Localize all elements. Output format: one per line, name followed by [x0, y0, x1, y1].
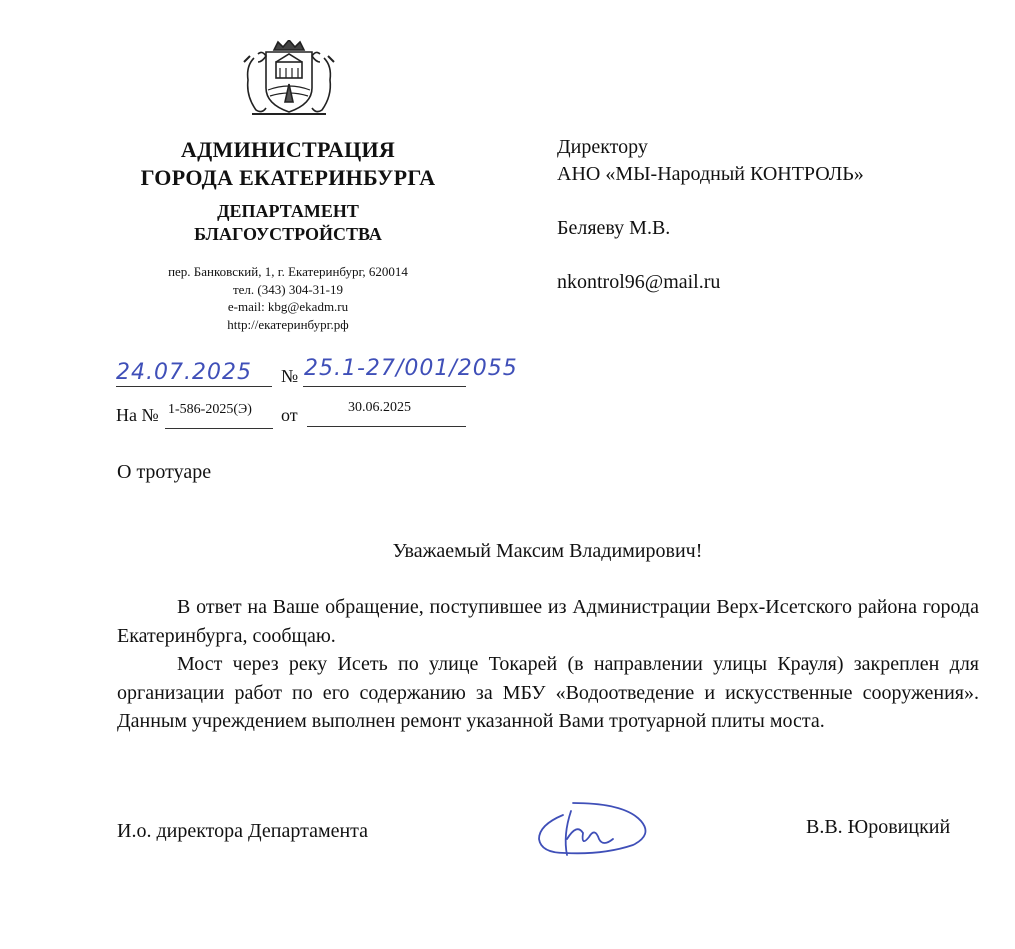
body-paragraph: В ответ на Ваше обращение, поступившее из Администрации Верх-Исетского района города Екатеринбурга, сообщаю. [117, 596, 979, 647]
reply-number: 1-586-2025(Э) [168, 402, 252, 417]
recipient-email: nkontrol96@mail.ru [557, 271, 721, 293]
recipient-organization: АНО «МЫ-Народный КОНТРОЛЬ» [557, 163, 864, 185]
reply-number-label: На № [116, 405, 159, 425]
salutation: Уважаемый Максим Владимирович! [392, 540, 703, 562]
reply-date: 30.06.2025 [348, 400, 411, 415]
department-line-2: БЛАГОУСТРОЙСТВА [194, 224, 382, 244]
org-line-2: ГОРОДА ЕКАТЕРИНБУРГА [140, 165, 436, 190]
org-line-1: АДМИНИСТРАЦИЯ [180, 137, 396, 162]
letter-subject: О тротуаре [117, 461, 212, 483]
registration-number-underline [303, 386, 466, 387]
recipient-block [557, 134, 864, 296]
signatory-name: В.В. Юровицкий [806, 816, 951, 838]
reply-date-underline [307, 426, 466, 427]
registration-number-label: № [281, 366, 299, 386]
recipient-name: Беляеву М.В. [557, 217, 671, 239]
registration-date-underline [116, 386, 272, 387]
department-line-1: ДЕПАРТАМЕНТ [217, 201, 359, 221]
sender-address: пер. Банковский, 1, г. Екатеринбург, 620014 [168, 264, 408, 279]
recipient-title: Директору [557, 136, 648, 158]
letter-body [117, 593, 979, 736]
reply-number-underline [165, 428, 273, 429]
body-paragraph: Мост через реку Исеть по улице Токарей (в направлении улицы Крауля) закреплен для организации работ по его содержанию за МБУ «Водоотведение и искусственные сооружения». Данным учреждением выполнен ремонт указанной Вами тротуарной плиты моста. [117, 653, 979, 732]
sender-department [100, 200, 476, 246]
reply-from-label: от [281, 405, 298, 425]
registration-date: 24.07.2025 [116, 360, 252, 385]
sender-email: e-mail: kbg@ekadm.ru [227, 299, 349, 314]
sender-phone: тел. (343) 304-31-19 [232, 281, 343, 297]
coat-of-arms-icon [236, 40, 342, 116]
handwritten-signature [533, 795, 653, 865]
sender-website: http://екатеринбург.рф [227, 316, 349, 332]
registration-number: 25.1-27/001/2055 [304, 356, 518, 381]
sender-contacts [100, 263, 476, 333]
signatory-position: И.о. директора Департамента [117, 820, 369, 842]
sender-organization [100, 136, 476, 192]
